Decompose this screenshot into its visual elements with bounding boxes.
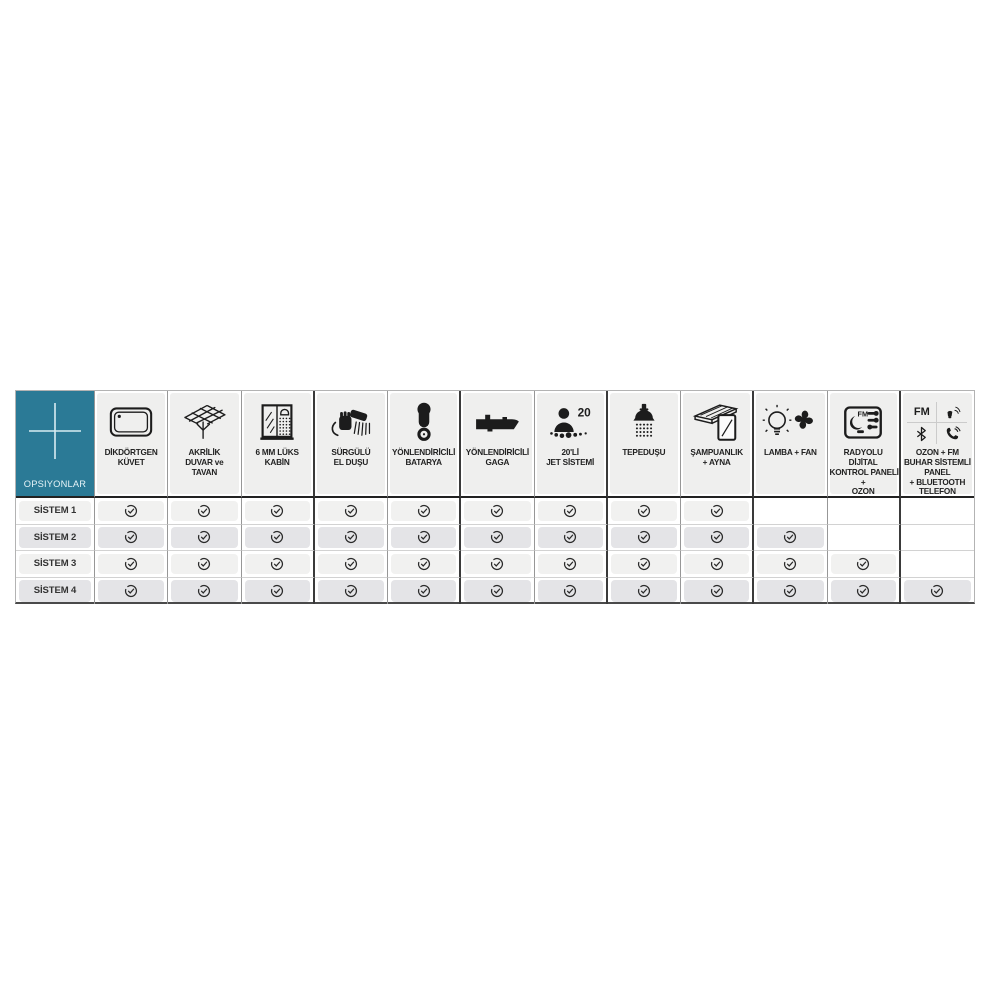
cell-sistem-4-radyolu-panel-ozon: [828, 578, 901, 605]
header-cell-ozon-fm-bluetooth-telefon: [901, 391, 974, 498]
header-pill: [829, 393, 899, 497]
cell-sistem-2-ozon-fm-bluetooth-telefon: [901, 525, 974, 552]
plus-icon: [26, 401, 84, 470]
header-pill: [537, 393, 604, 494]
column-label-line: + BLUETOOTH: [909, 477, 966, 487]
row-label-cell-sistem-2: [16, 525, 95, 552]
feature-included: [904, 580, 971, 602]
feature-included: [757, 527, 823, 548]
column-label-line: YÖNLENDİRİCİLİ: [392, 448, 456, 457]
feature-included: [684, 501, 749, 522]
header-cell-yonlendiricili-gaga: [461, 391, 534, 498]
header-cell-lamba-fan: [754, 391, 827, 498]
phone-call-icon: [937, 423, 967, 444]
cell-sistem-1-lamba-fan: [754, 498, 827, 525]
feature-included: [171, 554, 237, 575]
feature-included: [245, 580, 310, 602]
cell-sistem-2-tepedusu: [608, 525, 681, 552]
check-circle-icon: [563, 557, 577, 571]
feature-included: [538, 501, 603, 522]
feature-included: [611, 527, 677, 548]
column-label-line: 20'Lİ: [561, 448, 579, 457]
column-label-line: ŞAMPUANLIK: [690, 448, 743, 457]
column-label-line: + AYNA: [702, 457, 731, 467]
cell-sistem-3-ozon-fm-bluetooth-telefon: [901, 551, 974, 578]
check-circle-icon: [710, 530, 724, 544]
header-cell-20li-jet-sistemi: [535, 391, 608, 498]
check-circle-icon: [344, 530, 358, 544]
check-circle-icon: [417, 504, 431, 518]
cell-sistem-1-dikdortgen-kuvet: [95, 498, 168, 525]
feature-included: [538, 580, 603, 602]
row-label: SİSTEM 2: [19, 527, 91, 548]
fm-control-panel-icon: [843, 398, 883, 446]
bluetooth-icon: [907, 423, 937, 444]
check-circle-icon: [344, 504, 358, 518]
column-label: [683, 448, 750, 468]
check-circle-icon: [563, 584, 577, 598]
header-cell-radyolu-panel-ozon: [828, 391, 901, 498]
check-circle-icon: [344, 584, 358, 598]
column-label-line: GAGA: [485, 457, 510, 467]
row-label: SİSTEM 3: [19, 554, 91, 575]
cell-sistem-1-radyolu-panel-ozon: [828, 498, 901, 525]
check-circle-icon: [270, 584, 284, 598]
header-pill: [97, 393, 165, 494]
overhead-shower-icon: [629, 398, 659, 446]
header-cell-6mm-luks-kabin: [242, 391, 315, 498]
check-circle-icon: [637, 584, 651, 598]
cell-sistem-1-6mm-luks-kabin: [242, 498, 315, 525]
column-label-line: KÜVET: [117, 457, 145, 467]
header-pill: [463, 393, 531, 494]
feature-included: [611, 554, 677, 575]
row-label: SİSTEM 1: [19, 501, 91, 522]
column-label: [610, 448, 678, 458]
feature-included: [318, 527, 384, 548]
fm-label: FM: [907, 402, 937, 423]
check-circle-icon: [710, 584, 724, 598]
check-circle-icon: [417, 584, 431, 598]
cell-sistem-4-akrilik-duvar-tavan: [168, 578, 241, 605]
cell-sistem-1-20li-jet-sistemi: [535, 498, 608, 525]
check-circle-icon: [783, 584, 797, 598]
column-label-line: TELEFON: [918, 487, 956, 497]
header-pill: [244, 393, 311, 494]
cell-sistem-1-sampuanlik-ayna: [681, 498, 754, 525]
check-circle-icon: [270, 557, 284, 571]
check-circle-icon: [124, 504, 138, 518]
check-circle-icon: [856, 584, 870, 598]
feature-included: [538, 527, 603, 548]
check-circle-icon: [563, 530, 577, 544]
cell-sistem-3-20li-jet-sistemi: [535, 551, 608, 578]
column-label-line: PANEL: [924, 467, 951, 477]
feature-included: [318, 580, 384, 602]
column-label: [756, 448, 824, 458]
ozone-spray-icon: [937, 402, 967, 423]
column-label: [244, 448, 311, 468]
check-circle-icon: [783, 530, 797, 544]
lattice-ceiling-icon: [182, 398, 226, 446]
column-label-line: KABİN: [264, 457, 290, 467]
feature-included: [611, 580, 677, 602]
cell-sistem-2-dikdortgen-kuvet: [95, 525, 168, 552]
column-label-line: 6 MM LÜKS: [255, 448, 299, 457]
lamp-fan-icon: [762, 398, 818, 446]
jet-system-icon: [548, 398, 592, 446]
cell-sistem-4-sampuanlik-ayna: [681, 578, 754, 605]
feature-included: [391, 554, 456, 575]
cell-sistem-3-6mm-luks-kabin: [242, 551, 315, 578]
column-label: [97, 448, 165, 468]
column-label: [463, 448, 531, 468]
column-label-line: SÜRGÜLÜ: [331, 448, 371, 457]
cell-sistem-1-tepedusu: [608, 498, 681, 525]
column-label-line: LAMBA + FAN: [763, 448, 817, 457]
feature-included: [98, 580, 164, 602]
column-label: [170, 448, 238, 478]
header-cell-yonlendiricili-batarya: [388, 391, 461, 498]
check-circle-icon: [270, 530, 284, 544]
column-label-line: BUHAR SİSTEMLİ: [903, 457, 971, 467]
cell-sistem-4-dikdortgen-kuvet: [95, 578, 168, 605]
cell-sistem-3-lamba-fan: [754, 551, 827, 578]
header-pill: [756, 393, 824, 494]
cell-sistem-4-6mm-luks-kabin: [242, 578, 315, 605]
cell-sistem-1-ozon-fm-bluetooth-telefon: [901, 498, 974, 525]
column-label-line: TAVAN: [191, 467, 218, 477]
feature-included: [684, 580, 749, 602]
column-label: [537, 448, 604, 468]
check-circle-icon: [197, 504, 211, 518]
cell-sistem-2-sampuanlik-ayna: [681, 525, 754, 552]
feature-included: [245, 554, 310, 575]
header-pill: [610, 393, 678, 494]
header-pill: [317, 393, 385, 494]
column-label: [830, 448, 897, 497]
cell-sistem-4-tepedusu: [608, 578, 681, 605]
feature-included: [98, 554, 164, 575]
column-label-line: KONTROL PANELİ: [829, 467, 899, 477]
shower-cabin-icon: [259, 398, 295, 446]
column-label-line: AKRİLİK: [188, 448, 221, 457]
check-circle-icon: [197, 557, 211, 571]
cell-sistem-3-sampuanlik-ayna: [681, 551, 754, 578]
cell-sistem-1-yonlendiricili-batarya: [388, 498, 461, 525]
header-pill: [683, 393, 750, 494]
feature-included: [464, 554, 530, 575]
cell-sistem-4-ozon-fm-bluetooth-telefon: [901, 578, 974, 605]
feature-included: [171, 501, 237, 522]
feature-included: [98, 501, 164, 522]
feature-included: [391, 527, 456, 548]
cell-sistem-4-yonlendiricili-gaga: [461, 578, 534, 605]
check-circle-icon: [637, 504, 651, 518]
row-label-cell-sistem-3: [16, 551, 95, 578]
cell-sistem-1-yonlendiricili-gaga: [461, 498, 534, 525]
cell-sistem-2-akrilik-duvar-tavan: [168, 525, 241, 552]
feature-included: [171, 527, 237, 548]
check-circle-icon: [856, 557, 870, 571]
column-label: [390, 448, 457, 468]
header-cell-surgulu-el-dusu: [315, 391, 388, 498]
feature-included: [831, 580, 896, 602]
cell-sistem-2-yonlendiricili-batarya: [388, 525, 461, 552]
spout-icon: [473, 398, 521, 446]
column-label-line: DİKDÖRTGEN: [104, 448, 158, 457]
check-circle-icon: [563, 504, 577, 518]
column-label-line: BATARYA: [405, 457, 442, 467]
options-corner-cell: [16, 391, 95, 498]
check-circle-icon: [124, 584, 138, 598]
check-circle-icon: [197, 530, 211, 544]
cell-sistem-3-radyolu-panel-ozon: [828, 551, 901, 578]
check-circle-icon: [930, 584, 944, 598]
row-label-cell-sistem-4: [16, 578, 95, 605]
feature-included: [245, 501, 310, 522]
check-circle-icon: [490, 504, 504, 518]
column-label-line: +: [860, 477, 866, 487]
cell-sistem-3-dikdortgen-kuvet: [95, 551, 168, 578]
check-circle-icon: [710, 504, 724, 518]
cell-sistem-3-yonlendiricili-batarya: [388, 551, 461, 578]
check-circle-icon: [490, 530, 504, 544]
feature-included: [391, 580, 456, 602]
feature-included: [318, 501, 384, 522]
check-circle-icon: [197, 584, 211, 598]
column-label-line: DUVAR ve: [185, 457, 224, 467]
feature-included: [171, 580, 237, 602]
header-cell-tepedusu: [608, 391, 681, 498]
check-circle-icon: [417, 557, 431, 571]
hand-shower-icon: [328, 398, 374, 446]
column-label-line: OZON + FM: [915, 448, 959, 457]
cell-sistem-4-lamba-fan: [754, 578, 827, 605]
cell-sistem-2-20li-jet-sistemi: [535, 525, 608, 552]
fm-bluetooth-phone-icon: [907, 398, 967, 446]
feature-included: [98, 527, 164, 548]
column-label-line: DİJİTAL: [848, 457, 878, 467]
feature-included: [245, 527, 310, 548]
feature-included: [611, 501, 677, 522]
cell-sistem-2-surgulu-el-dusu: [315, 525, 388, 552]
feature-included: [464, 501, 530, 522]
check-circle-icon: [344, 557, 358, 571]
check-circle-icon: [490, 584, 504, 598]
feature-included: [538, 554, 603, 575]
check-circle-icon: [637, 557, 651, 571]
check-circle-icon: [124, 557, 138, 571]
header-cell-dikdortgen-kuvet: [95, 391, 168, 498]
fm-bt-phone-icon: [907, 402, 967, 444]
cell-sistem-2-radyolu-panel-ozon: [828, 525, 901, 552]
feature-included: [464, 527, 530, 548]
options-comparison-table: [15, 390, 975, 604]
bathtub-icon: [109, 398, 153, 446]
cell-sistem-3-yonlendiricili-gaga: [461, 551, 534, 578]
column-label-line: RADYOLU: [843, 448, 883, 457]
mixer-tap-icon: [413, 398, 435, 446]
cell-sistem-1-surgulu-el-dusu: [315, 498, 388, 525]
shelf-mirror-icon: [692, 398, 742, 446]
cell-sistem-3-surgulu-el-dusu: [315, 551, 388, 578]
feature-included: [684, 527, 749, 548]
check-circle-icon: [783, 557, 797, 571]
feature-included: [318, 554, 384, 575]
cell-sistem-4-20li-jet-sistemi: [535, 578, 608, 605]
check-circle-icon: [124, 530, 138, 544]
check-circle-icon: [637, 530, 651, 544]
cell-sistem-2-yonlendiricili-gaga: [461, 525, 534, 552]
column-label-line: EL DUŞU: [333, 457, 369, 467]
header-cell-sampuanlik-ayna: [681, 391, 754, 498]
cell-sistem-4-surgulu-el-dusu: [315, 578, 388, 605]
feature-included: [831, 554, 896, 575]
table-corner-label: OPSIYONLAR: [23, 479, 87, 489]
header-pill: [170, 393, 238, 494]
feature-included: [684, 554, 749, 575]
svg-text:FM: FM: [857, 409, 869, 419]
check-circle-icon: [710, 557, 724, 571]
check-circle-icon: [270, 504, 284, 518]
feature-included: [464, 580, 530, 602]
column-label: [903, 448, 972, 497]
column-label-line: TEPEDUŞU: [622, 448, 666, 457]
cell-sistem-4-yonlendiricili-batarya: [388, 578, 461, 605]
column-label-line: YÖNLENDİRİCİLİ: [465, 448, 529, 457]
row-label: SİSTEM 4: [19, 580, 91, 602]
header-pill: [390, 393, 457, 494]
cell-sistem-3-akrilik-duvar-tavan: [168, 551, 241, 578]
column-label-line: JET SİSTEMİ: [546, 457, 595, 467]
column-label: [317, 448, 385, 468]
cell-sistem-2-lamba-fan: [754, 525, 827, 552]
feature-included: [757, 580, 823, 602]
cell-sistem-1-akrilik-duvar-tavan: [168, 498, 241, 525]
feature-included: [757, 554, 823, 575]
column-label-line: OZON: [851, 487, 875, 497]
svg-text:20: 20: [577, 405, 591, 420]
check-circle-icon: [490, 557, 504, 571]
header-cell-akrilik-duvar-tavan: [168, 391, 241, 498]
feature-included: [391, 501, 456, 522]
check-circle-icon: [417, 530, 431, 544]
cell-sistem-2-6mm-luks-kabin: [242, 525, 315, 552]
row-label-cell-sistem-1: [16, 498, 95, 525]
cell-sistem-3-tepedusu: [608, 551, 681, 578]
header-pill: [903, 393, 972, 497]
